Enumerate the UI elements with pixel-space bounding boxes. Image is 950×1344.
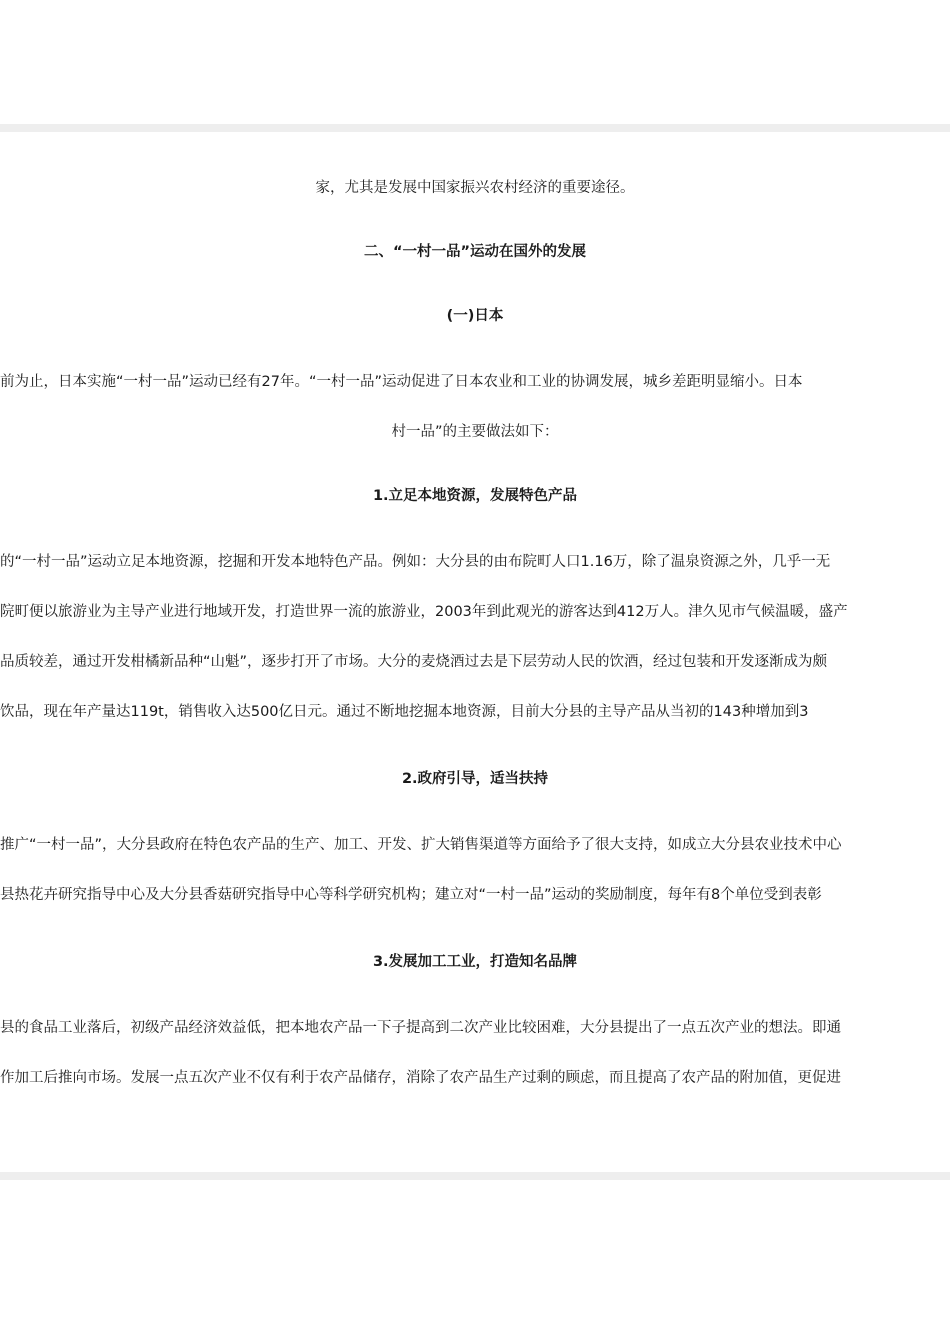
section-heading: 二、“一村一品”运动在国外的发展 xyxy=(363,244,587,260)
paragraph-line: 院町便以旅游业为主导产业进行地域开发，打造世界一流的旅游业，2003年到此观光的游客达到412万人。津久见市气候温暖，盛产 xyxy=(0,604,848,620)
paragraph-line: 作加工后推向市场。发展一点五次产业不仅有利于农产品储存，消除了农产品生产过剩的顾虑，而且提高了农产品的附加值，更促进 xyxy=(0,1070,841,1086)
paragraph-line: 品质较差，通过开发柑橘新品种“山魁”，逐步打开了市场。大分的麦烧酒过去是下层劳动人民的饮酒，经过包装和开发逐渐成为颇 xyxy=(0,654,828,670)
paragraph-line: 县的食品工业落后，初级产品经济效益低，把本地农产品一下子提高到二次产业比较困难，大分县提出了一点五次产业的想法。即通 xyxy=(0,1020,841,1036)
paragraph-line: 的“一村一品”运动立足本地资源，挖掘和开发本地特色产品。例如：大分县的由布院町人口1.16万，除了温泉资源之外，几乎一无 xyxy=(0,554,831,570)
paragraph-line: 前为止，日本实施“一村一品”运动已经有27年。“一村一品”运动促进了日本农业和工业的协调发展，城乡差距明显缩小。日本 xyxy=(0,374,803,390)
paragraph-line: 县热花卉研究指导中心及大分县香菇研究指导中心等科学研究机构；建立对“一村一品”运动的奖励制度，每年有8个单位受到表彰 xyxy=(0,887,822,903)
paragraph-line: 饮品，现在年产量达119t，销售收入达500亿日元。通过不断地挖掘本地资源，目前大分县的主导产品从当初的143种增加到3 xyxy=(0,704,809,720)
point-heading: 1.立足本地资源，发展特色产品 xyxy=(372,488,578,504)
point-heading: 2.政府引导，适当扶持 xyxy=(401,771,549,787)
paragraph-line: 推广“一村一品”，大分县政府在特色农产品的生产、加工、开发、扩大销售渠道等方面给予了很大支持，如成立大分县农业技术中心 xyxy=(0,837,842,853)
paragraph-line: 家，尤其是发展中国家振兴农村经济的重要途径。 xyxy=(315,180,635,196)
subsection-heading: (一)日本 xyxy=(446,308,504,324)
page-divider-top xyxy=(0,124,950,132)
page-divider-bottom xyxy=(0,1172,950,1180)
point-heading: 3.发展加工工业，打造知名品牌 xyxy=(372,954,578,970)
paragraph-line: 村一品”的主要做法如下： xyxy=(391,424,559,440)
